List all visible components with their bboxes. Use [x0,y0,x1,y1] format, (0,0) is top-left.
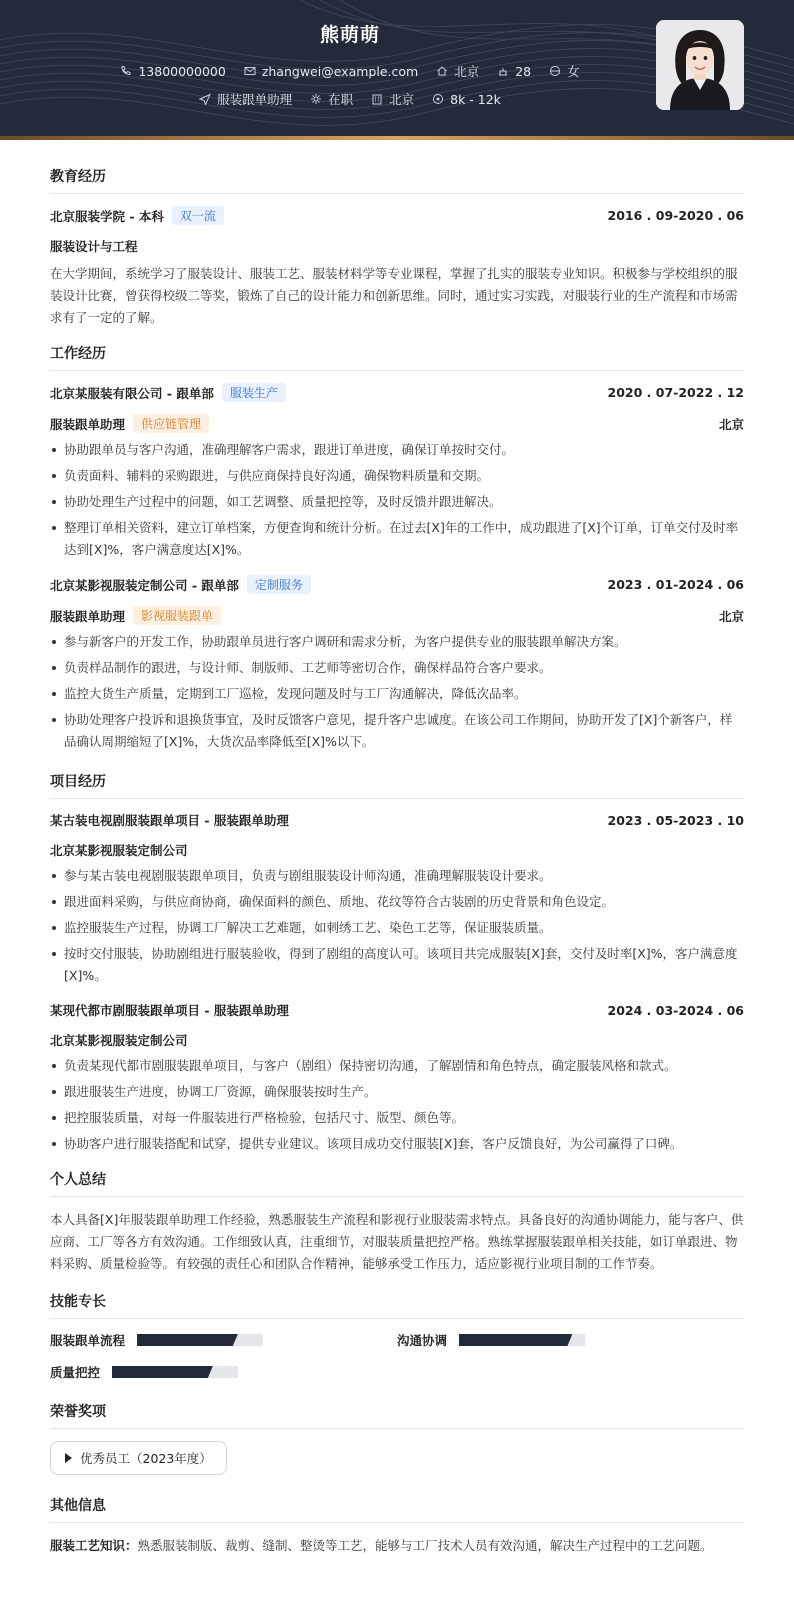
resume-content [0,140,794,1557]
project-date: 2023 . 05-2023 . 10 [607,812,744,828]
work-section [50,343,744,753]
building-icon [371,93,383,105]
work-company-tag: 服装生产 [222,383,286,402]
candidate-name: 熊萌萌 [319,24,380,46]
work-title: 工作经历 [50,343,744,371]
education-date: 2016 . 09-2020 . 06 [607,208,744,223]
work-city: 北京 [718,416,744,432]
work-role: 服装跟单助理 [50,416,126,432]
other-desc: 熟悉服装制版、裁剪、缝制、整烫等工艺，能够与工厂技术人员有效沟通，解决生产过程中的工艺问题。 [137,1538,713,1553]
skill-item [397,1331,744,1349]
list-item: 跟进服装生产进度，协调工厂资源，确保服装按时生产。 [50,1081,744,1103]
list-item: 负责某现代都市剧服装跟单项目，与客户（剧组）保持密切沟通，了解剧情和角色特点，确定服装风格和款式。 [50,1055,744,1077]
work-city: 北京 [718,608,744,624]
skills-title: 技能专长 [50,1291,744,1319]
education-section [50,166,744,329]
list-item: 监控大货生产质量，定期到工厂巡检，发现问题及时与工厂沟通解决，降低次品率。 [50,683,744,705]
list-item: 整理订单相关资料，建立订单档案，方便查询和统计分析。在过去[X]年的工作中，成功跟进了[X]个订单，订单交付及时率达到[X]%，客户满意度达[X]%。 [50,517,744,561]
education-title: 教育经历 [50,166,744,194]
list-item: 协助客户进行服装搭配和试穿，提供专业建议。该项目成功交付服装[X]套，客户反馈良好，为公司赢得了口碑。 [50,1133,744,1155]
phone-icon [120,65,132,77]
skill-fill [459,1334,572,1346]
list-item: 协助处理生产过程中的问题，如工艺调整、质量把控等，及时反馈并跟进解决。 [50,491,744,513]
skill-name: 服装跟单流程 [50,1333,126,1348]
salary-icon [432,93,444,105]
project-bullets [50,1055,744,1155]
intent-salary: 8k - 12k [432,90,501,108]
project-date: 2024 . 03-2024 . 06 [607,1002,744,1018]
work-role: 服装跟单助理 [50,608,126,624]
skill-fill [112,1366,213,1378]
school-name: 北京服装学院 - 本科 [50,208,164,224]
project-bullets [50,865,744,987]
other-title: 其他信息 [50,1495,744,1523]
work-entry [50,575,744,753]
header-accent-stripe [0,136,794,140]
skill-bar [459,1334,585,1346]
skills-list [50,1331,744,1381]
award-label: 优秀员工（2023年度） [80,1451,212,1466]
contact-gender: 女 [549,62,580,80]
education-desc: 在大学期间，系统学习了服装设计、服装工艺、服装材料学等专业课程，掌握了扎实的服装专业知识。积极参与学校组织的服装设计比赛，曾获得校级二等奖，锻炼了自己的设计能力和创新思维。同时，通过实习实践，对服装行业的生产流程和市场需求有了一定的了解。 [50,266,738,325]
school-tag: 双一流 [172,206,224,225]
skill-bar [112,1366,238,1378]
list-item: 参与某古装电视剧服装跟单项目，负责与剧组服装设计师沟通，准确理解服装设计要求。 [50,865,744,887]
intent-city: 北京 [371,90,414,108]
intent-position: 服装跟单助理 [199,90,292,108]
avatar [656,20,744,110]
list-item: 参与新客户的开发工作，协助跟单员进行客户调研和需求分析，为客户提供专业的服装跟单解决方案。 [50,631,744,653]
skill-item [50,1331,397,1349]
job-intent-row [0,90,700,108]
send-icon [199,93,211,105]
work-bullets [50,631,744,753]
work-role-tag: 影视服装跟单 [133,606,221,625]
home-icon [436,65,448,77]
list-item: 按时交付服装，协助剧组进行服装验收，得到了剧组的高度认可。该项目共完成服装[X]套，交付及时率[X]%，客户满意度[X]%。 [50,943,744,987]
other-section [50,1495,744,1557]
list-item: 负责样品制作的跟进，与设计师、制版师、工艺师等密切合作，确保样品符合客户要求。 [50,657,744,679]
project-section [50,771,744,1155]
work-role-tag: 供应链管理 [133,414,209,433]
age-icon [497,65,509,77]
contact-city: 北京 [436,62,479,80]
work-date: 2020 . 07-2022 . 12 [607,385,744,400]
avatar-portrait [656,20,744,110]
awards-title: 荣誉奖项 [50,1401,744,1429]
list-item: 协助跟单员与客户沟通，准确理解客户需求，跟进订单进度，确保订单按时交付。 [50,439,744,461]
intent-status: 在职 [310,90,353,108]
list-item: 把控服装质量，对每一件服装进行严格检验，包括尺寸、版型、颜色等。 [50,1107,744,1129]
skill-fill [137,1334,238,1346]
summary-text: 本人具备[X]年服装跟单助理工作经验，熟悉服装生产流程和影视行业服装需求特点。具备良好的沟通协调能力，能与客户、供应商、工厂等各方有效沟通。工作细致认真，注重细节，对服装质量把控严格。熟练掌握服装跟单相关技能，如订单跟进、物料采购、质量检验等。有较强的责任心和团队合作精神，能够承受工作压力，适应影视行业项目制的工作节奏。 [50,1212,744,1271]
project-entry [50,1001,744,1155]
status-icon [310,93,322,105]
awards-section [50,1401,744,1475]
skill-bar [137,1334,263,1346]
project-name: 某现代都市剧服装跟单项目 - 服装跟单助理 [50,1003,289,1018]
contact-age: 28 [497,62,531,80]
skill-item [50,1363,397,1381]
other-text [50,1535,744,1557]
list-item: 跟进面料采购，与供应商协商，确保面料的颜色、质地、花纹等符合古装剧的历史背景和角色设定。 [50,891,744,913]
project-company: 北京某影视服装定制公司 [50,1033,188,1048]
project-title: 项目经历 [50,771,744,799]
work-date: 2023 . 01-2024 . 06 [607,577,744,592]
other-label: 服装工艺知识： [50,1538,138,1553]
skills-section [50,1291,744,1381]
work-entry [50,383,744,561]
list-item: 监控服装生产过程，协调工厂解决工艺难题，如刺绣工艺、染色工艺等，保证服装质量。 [50,917,744,939]
contact-email[interactable]: zhangwei@example.com [244,62,418,80]
work-company-tag: 定制服务 [247,575,311,594]
skill-name: 沟通协调 [397,1333,448,1348]
education-major: 服装设计与工程 [50,239,138,254]
summary-section [50,1169,744,1275]
list-item: 协助处理客户投诉和退换货事宜，及时反馈客户意见，提升客户忠诚度。在该公司工作期间，协助开发了[X]个新客户，样品确认周期缩短了[X]%，大货次品率降低至[X]%以下。 [50,709,744,753]
work-company: 北京某服装有限公司 - 跟单部 [50,385,214,401]
mail-icon [244,65,256,77]
contact-row [0,62,700,80]
work-bullets [50,439,744,561]
caret-right-icon [65,1453,72,1463]
contact-phone: 13800000000 [120,62,225,80]
skill-name: 质量把控 [50,1365,101,1380]
project-company: 北京某影视服装定制公司 [50,843,188,858]
project-name: 某古装电视剧服装跟单项目 - 服装跟单助理 [50,813,289,828]
list-item: 负责面料、辅料的采购跟进，与供应商保持良好沟通，确保物料质量和交期。 [50,465,744,487]
work-company: 北京某影视服装定制公司 - 跟单部 [50,577,239,593]
resume-header [0,0,794,140]
gender-icon [549,65,561,77]
project-entry [50,811,744,987]
education-entry [50,206,744,329]
award-item[interactable] [50,1441,227,1475]
summary-title: 个人总结 [50,1169,744,1197]
